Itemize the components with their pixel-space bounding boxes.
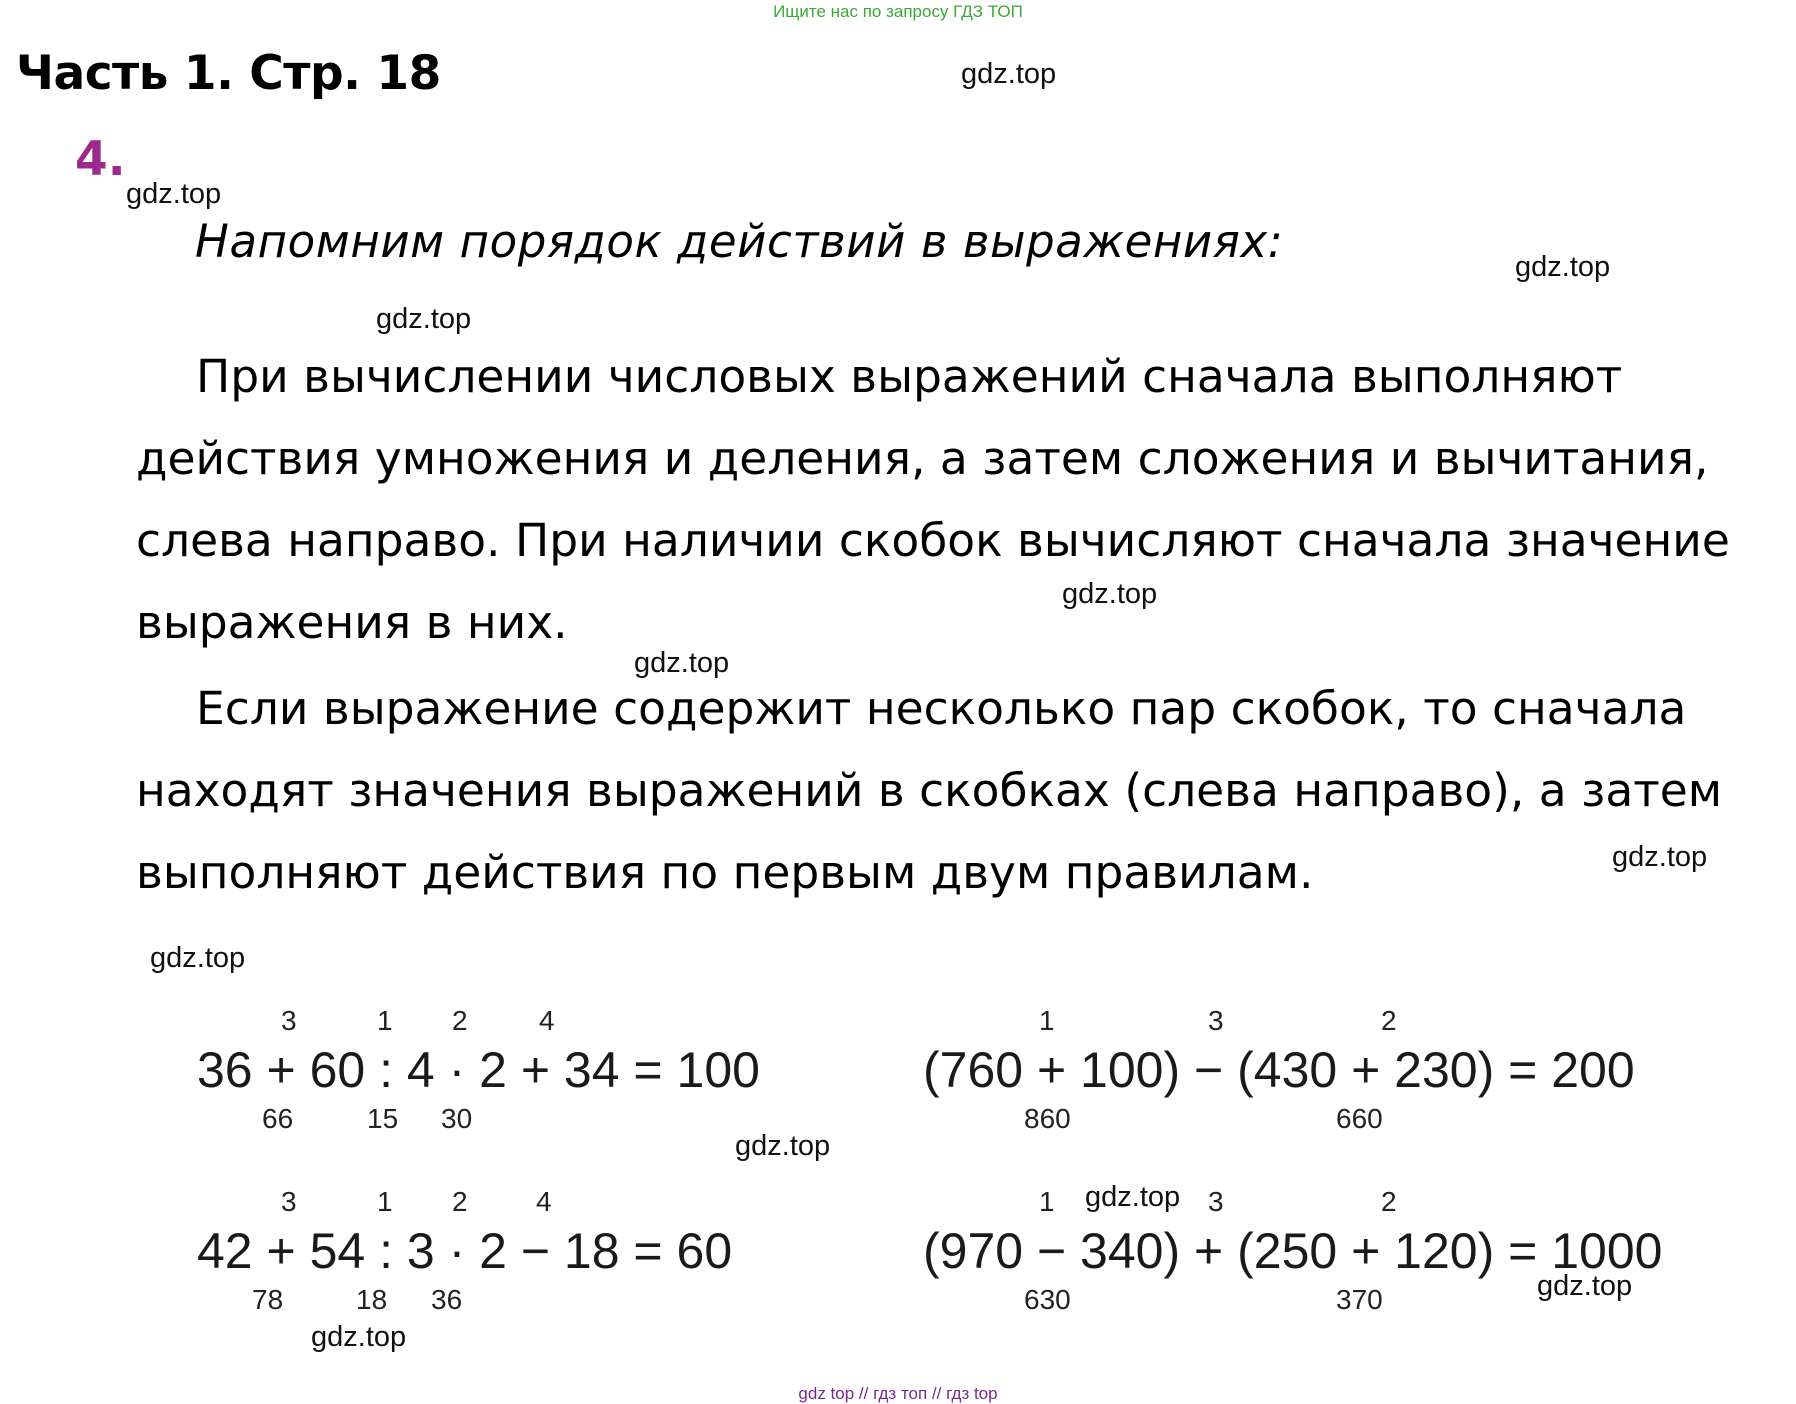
rule-line: слева направо. При наличии скобок вычисляют сначала значение (136, 514, 1730, 567)
example-expression (197, 1042, 760, 1098)
intermediate-result: 370 (1336, 1284, 1383, 1315)
watermark: gdz.top (1085, 1181, 1181, 1213)
example-expression (197, 1223, 733, 1279)
rule-paragraph-2 (136, 668, 1776, 914)
step-number: 4 (539, 1005, 555, 1036)
task-number: 4. (75, 132, 126, 187)
subtitle: Напомним порядок действий в выражениях: (195, 215, 1284, 268)
rule-line: находят значения выражений в скобках (слева направо), а затем (136, 764, 1723, 817)
step-number: 3 (281, 1005, 297, 1036)
rule-line: При вычислении числовых выражений сначала выполняют (196, 350, 1623, 403)
intermediate-result: 78 (252, 1284, 284, 1315)
step-number: 1 (1039, 1186, 1055, 1217)
step-number: 2 (452, 1186, 468, 1217)
watermark: gdz.top (1515, 251, 1611, 283)
watermark: gdz.top (735, 1130, 831, 1162)
intermediate-result: 860 (1024, 1103, 1071, 1134)
watermark: gdz.top (634, 647, 730, 679)
footer: gdz top // гдз топ // гдз top (798, 1384, 998, 1403)
step-number: 2 (452, 1005, 468, 1036)
rule-line: Если выражение содержит несколько пар скобок, то сначала (196, 682, 1687, 735)
intermediate-result: 15 (367, 1103, 399, 1134)
page-title: Часть 1. Стр. 18 (16, 46, 441, 101)
watermark: gdz.top (1537, 1270, 1633, 1302)
step-number: 3 (1208, 1186, 1224, 1217)
intermediate-result: 18 (356, 1284, 388, 1315)
rule-line: выражения в них. (136, 596, 568, 649)
step-number: 1 (1039, 1005, 1055, 1036)
watermark: gdz.top (311, 1321, 407, 1353)
watermark: gdz.top (1612, 841, 1708, 873)
rule-paragraph-1 (136, 336, 1776, 664)
intermediate-result: 30 (441, 1103, 473, 1134)
watermark: gdz.top (376, 303, 472, 335)
watermark: gdz.top (126, 178, 222, 210)
step-number: 1 (377, 1005, 393, 1036)
intermediate-result: 630 (1024, 1284, 1071, 1315)
watermark: gdz.top (961, 58, 1057, 90)
step-number: 3 (281, 1186, 297, 1217)
watermark: gdz.top (1062, 578, 1158, 610)
intermediate-result: 660 (1336, 1103, 1383, 1134)
step-number: 1 (377, 1186, 393, 1217)
example-expression (923, 1223, 1663, 1279)
step-number: 2 (1381, 1005, 1397, 1036)
top-note: Ищите нас по запросу ГДЗ ТОП (773, 2, 1023, 21)
expression-text: 42 + 54 : 3 · 2 − 18 = 60 (197, 1223, 733, 1279)
intermediate-result: 36 (431, 1284, 463, 1315)
rule-line: выполняют действия по первым двум правилам. (136, 846, 1314, 899)
intermediate-result: 66 (262, 1103, 294, 1134)
rule-line: действия умножения и деления, а затем сложения и вычитания, (136, 432, 1709, 485)
watermark: gdz.top (150, 942, 246, 974)
step-number: 3 (1208, 1005, 1224, 1036)
step-number: 2 (1381, 1186, 1397, 1217)
expression-text: (760 + 100) − (430 + 230) = 200 (923, 1042, 1635, 1098)
example-expression (923, 1042, 1635, 1098)
expression-text: (970 − 340) + (250 + 120) = 1000 (923, 1223, 1663, 1279)
step-number: 4 (536, 1186, 552, 1217)
expression-text: 36 + 60 : 4 · 2 + 34 = 100 (197, 1042, 760, 1098)
